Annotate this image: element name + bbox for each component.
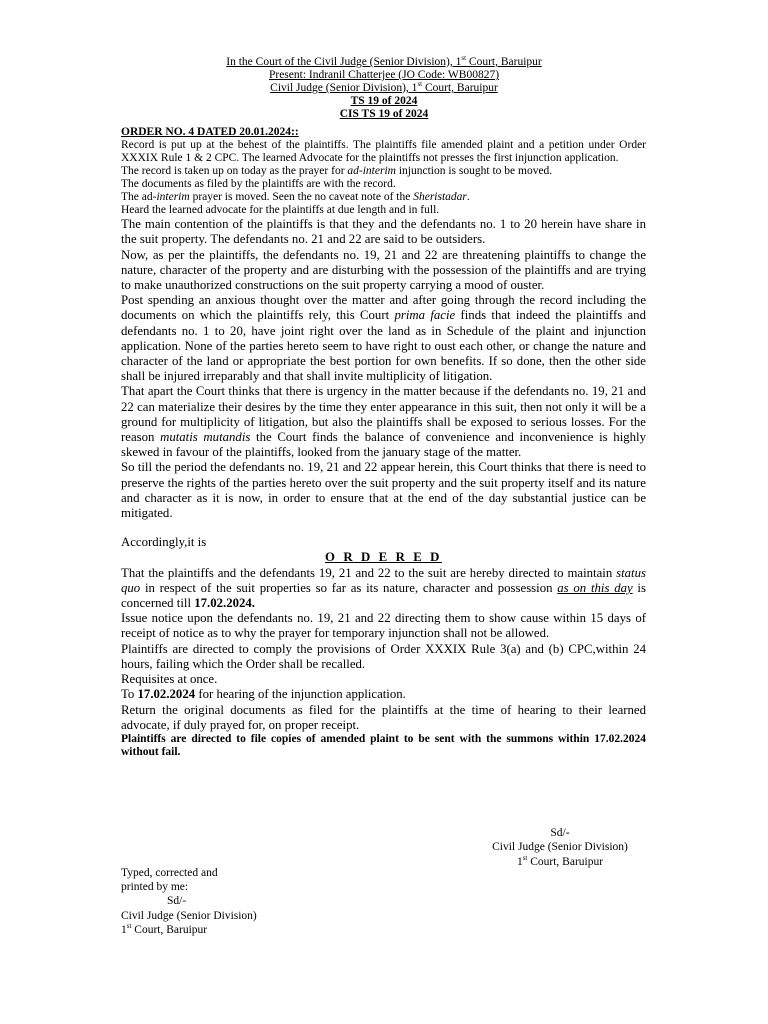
paragraph-prayer-moved xyxy=(121,191,646,204)
paragraph-ad-interim xyxy=(121,165,646,178)
order-comply-provisions: Plaintiffs are directed to comply the provisions of Order XXXIX Rule 3(a) and (b) CPC,within 24 hours, failing which the Order shall be recalled. xyxy=(121,641,646,671)
paragraph-heard: Heard the learned advocate for the plaintiffs at due length and in full. xyxy=(121,204,440,217)
cis-case-number: CIS TS 19 of 2024 xyxy=(339,108,429,120)
court-name-line xyxy=(0,56,768,69)
text: The ad- xyxy=(121,191,157,204)
italic-text: status quo xyxy=(121,565,646,595)
text: for hearing of the injunction application. xyxy=(195,687,406,702)
judge-designation-text: Civil Judge (Senior Division), 1 xyxy=(270,82,418,94)
spacer xyxy=(121,521,646,535)
judge-designation-suffix: Court, Baruipur xyxy=(422,82,498,94)
text: the Court finds the balance of convenience and inconvenience is highly skewed in favour of the plaintiffs, looked from the january stage of the matter. xyxy=(121,430,647,460)
court-name-sup: st xyxy=(461,54,467,63)
signature-title: Civil Judge (Senior Division) xyxy=(492,841,628,854)
paragraph-preserve-rights: So till the period the defendants no. 19, 21 and 22 appear herein, this Court thinks that there is need to preserve the rights of the parties hereto over the suit property and the suit property itself and its nature and character as it is now, in order to ensure that at the end of the day substantial justice can be mitigated. xyxy=(121,460,646,521)
paragraph-documents: The documents as filed by the plaintiffs are with the record. xyxy=(121,178,396,191)
italic-text: Sheristadar xyxy=(413,191,467,204)
text: prayer is moved. Seen the no caveat note of the xyxy=(189,191,414,204)
italic-text: mutatis mutandis xyxy=(160,430,251,445)
text: To xyxy=(121,687,138,702)
text: The record is taken up on today as the prayer for xyxy=(121,165,348,178)
order-body xyxy=(121,126,646,759)
paragraph-main-contention: The main contention of the plaintiffs is that they and the defendants no. 1 to 20 herein have share in the suit property. The defendants no. 21 and 22 are said to be outsiders. xyxy=(121,217,646,247)
text: injunction is sought to be moved. xyxy=(395,165,553,178)
bold-date: 17.02.2024 xyxy=(137,687,196,702)
order-issue-notice: Issue notice upon the defendants no. 19, 21 and 22 directing them to show cause within 15 days of receipt of notice as to why the prayer for temporary injunction shall not be allowed. xyxy=(121,611,646,641)
text: . xyxy=(466,191,470,204)
paragraph-record-put-up: Record is put up at the behest of the plaintiffs. The plaintiffs file amended plaint and a petition under Order XXXIX Rule 1 & 2 CPC. The learned Advocate for the plaintiffs not presses the first injunction application. xyxy=(121,139,646,165)
presiding-officer: Present: Indranil Chatterjee (JO Code: WB00827) xyxy=(268,69,500,81)
court-name-text: In the Court of the Civil Judge (Senior Division), 1 xyxy=(226,56,462,68)
typed-line-2: printed by me: xyxy=(121,881,189,894)
typed-sd: Sd/- xyxy=(167,895,187,908)
paragraph-prima-facie xyxy=(121,293,646,384)
judge-designation-sup: st xyxy=(417,80,423,89)
order-return-documents: Return the original documents as filed for the plaintiffs at the time of hearing to their learned advocate, if duly prayed for, on proper receipt. xyxy=(121,702,646,732)
signature-sd: Sd/- xyxy=(550,827,570,839)
italic-text: prima facie xyxy=(394,308,456,323)
bold-date: 17.02.2024. xyxy=(194,596,255,611)
text: finds that indeed the plaintiffs and defendants no. 1 to 20, have joint right over the land as in Schedule of the plaint and injunction application. None of the parties hereto seem to have right to oust each other, or change the nature and character of the land or appropriate the best portion for own benefits. If so done, then the other side shall be injured irreparably and that shall invite multiplicity of litigation. xyxy=(121,308,646,384)
order-requisites: Requisites at once. xyxy=(121,672,218,687)
italic-text: ad-interim xyxy=(347,165,396,178)
text: Post spending an anxious thought over the matter and after going through the record including the documents on which the plaintiffs rely, this Court xyxy=(121,293,646,323)
italic-text: interim xyxy=(156,191,190,204)
accordingly-line: Accordingly,it is xyxy=(121,535,207,550)
text: 1 xyxy=(121,923,127,936)
superscript: st xyxy=(126,921,132,930)
text: 1 xyxy=(516,855,523,868)
text: Court, Baruipur xyxy=(131,923,208,936)
signature-court xyxy=(440,855,680,869)
order-heading: ORDER NO. 4 DATED 20.01.2024:: xyxy=(121,126,299,138)
typed-title: Civil Judge (Senior Division) xyxy=(121,909,257,922)
typed-court xyxy=(121,923,257,937)
typed-by-block xyxy=(121,866,257,937)
judge-designation-line xyxy=(0,82,768,95)
order-status-quo xyxy=(121,566,646,612)
text: is concerned till xyxy=(121,580,646,611)
typed-line-1: Typed, corrected and xyxy=(121,867,218,879)
order-next-date xyxy=(121,687,646,702)
text: in respect of the suit properties so far as its nature, character and possession xyxy=(140,580,558,595)
order-file-copies: Plaintiffs are directed to file copies of amended plaint to be sent with the summons within 17.02.2024 without fail. xyxy=(121,732,646,758)
text: That apart the Court thinks that there is urgency in the matter because if the defendants no. 19, 21 and 22 can materialize their desires by the time they enter appearance in this suit, then not only it will be a ground for multiplicity of litigation, but also the plaintiffs shall be exposed to serious losses. For the reason xyxy=(121,384,646,445)
paragraph-urgency xyxy=(121,384,646,460)
text: Court, Baruipur xyxy=(527,855,604,868)
case-number: TS 19 of 2024 xyxy=(350,95,418,107)
ordered-heading: O R D E R E D xyxy=(325,550,442,565)
italic-underlined-text: as on this day xyxy=(557,580,633,595)
superscript: st xyxy=(522,853,528,862)
text: That the plaintiffs and the defendants 19, 21 and 22 to the suit are hereby directed to maintain xyxy=(121,565,617,580)
paragraph-threatening: Now, as per the plaintiffs, the defendants no. 19, 21 and 22 are threatening plaintiffs to change the nature, character of the property and are disturbing with the possession of the plaintiffs and are trying to make unauthorized constructions on the suit property carrying a mood of ouster. xyxy=(121,247,646,293)
case-header xyxy=(0,56,768,121)
judge-signature-block xyxy=(440,826,680,869)
court-name-suffix: Court, Baruipur xyxy=(466,56,542,68)
